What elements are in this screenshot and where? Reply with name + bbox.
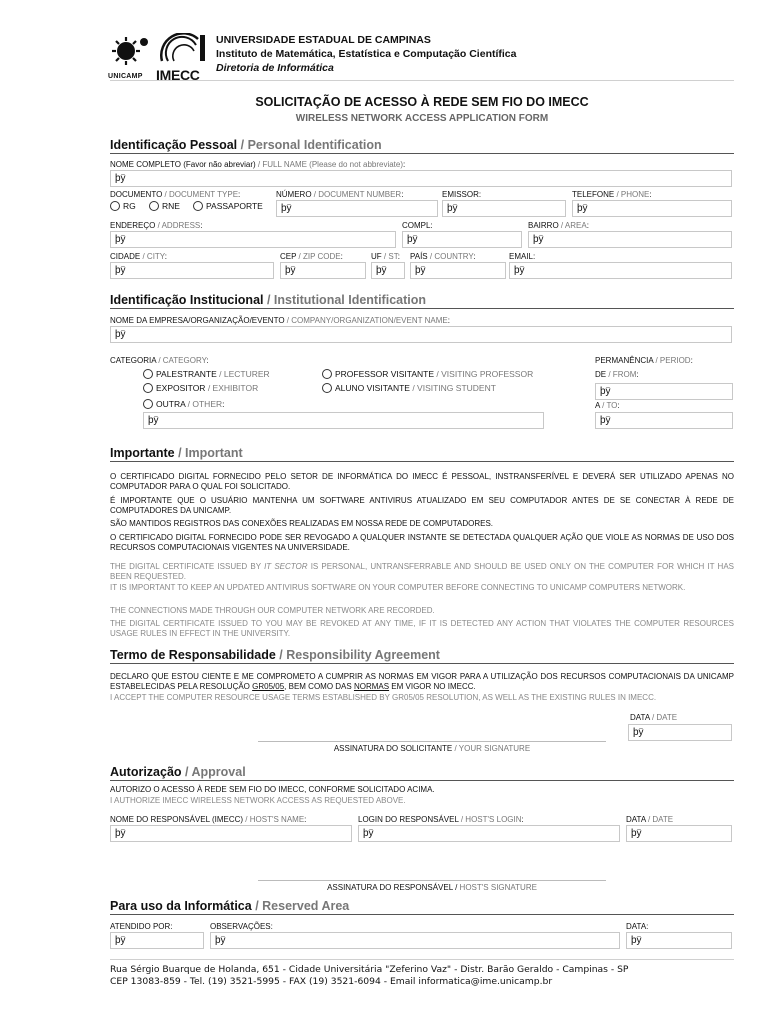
radio-icon[interactable] <box>322 383 332 393</box>
form-title: SOLICITAÇÃO DE ACESSO À REDE SEM FIO DO IMECC <box>255 95 589 109</box>
department-name: Diretoria de Informática <box>216 62 334 74</box>
doctype-label-en: / DOCUMENT TYPE <box>164 190 239 199</box>
reserved-date-field[interactable]: þÿ <box>626 932 732 949</box>
important-pt-2: É IMPORTANTE QUE O USUÁRIO MANTENHA UM SOFTWARE ANTIVIRUS ATUALIZADO EM SEU COMPUTADOR ANTES DE SE CONECTAR À REDE DE COMPUTADORES DA UNICAMP. <box>110 496 734 515</box>
section-reserved-title-en: / Reserved Area <box>255 899 350 913</box>
host-login-field[interactable]: þÿ <box>358 825 620 842</box>
important-en-2: IT IS IMPORTANT TO KEEP AN UPDATED ANTIVIRUS SOFTWARE ON YOUR COMPUTER BEFORE CONNECTING TO UNICAMP COMPUTERS NETWORK. <box>110 583 686 592</box>
from-label-en: / FROM <box>608 370 637 379</box>
section-personal-title-en: / Personal Identification <box>240 138 382 152</box>
fullname-label-pt: NOME COMPLETO (Favor não abreviar) <box>110 160 256 169</box>
host-login-label-en: / HOST'S LOGIN <box>460 815 522 824</box>
radio-icon[interactable] <box>110 201 120 211</box>
category-option-other[interactable]: OUTRA / OTHER: <box>143 399 225 409</box>
radio-icon[interactable] <box>143 399 153 409</box>
category-option-visiting-student-pt: ALUNO VISITANTE <box>335 383 410 393</box>
phone-field[interactable]: þÿ <box>572 200 732 217</box>
to-date-field[interactable]: þÿ <box>595 412 733 429</box>
phone-label: TELEFONE / PHONE: <box>572 190 652 199</box>
address-label: ENDEREÇO / ADDRESS: <box>110 221 203 230</box>
category-option-lecturer-pt: PALESTRANTE <box>156 369 217 379</box>
org-label-en: / COMPANY/ORGANIZATION/EVENT NAME <box>286 316 448 325</box>
section-approval-title-en: / Approval <box>185 765 246 779</box>
city-label-pt: CIDADE <box>110 252 141 261</box>
imecc-logo-text: IMECC <box>156 67 200 83</box>
category-option-visiting-student-en: / VISITING STUDENT <box>412 383 496 393</box>
org-field[interactable]: þÿ <box>110 326 732 343</box>
zip-field[interactable]: þÿ <box>280 262 366 279</box>
category-option-lecturer-en: / LECTURER <box>219 369 270 379</box>
period-label-pt: PERMANÊNCIA <box>595 356 654 365</box>
category-option-visiting-student[interactable] <box>322 383 496 393</box>
radio-icon[interactable] <box>143 369 153 379</box>
unicamp-logo <box>108 34 152 78</box>
resolution-link[interactable]: GR05/05 <box>252 682 285 691</box>
section-approval <box>110 765 734 781</box>
section-approval-title: Autorização <box>110 765 182 779</box>
doctype-label-pt: DOCUMENTO <box>110 190 163 199</box>
section-institutional-title-en: / Institutional Identification <box>266 293 427 307</box>
responsibility-pt-a: DECLARO QUE ESTOU CIENTE E ME COMPROMETO A CUMPRIR AS NORMAS EM VIGOR PARA A UTILIZAÇÃO DOS RECURSOS COMPUTACIONAIS DA UNICAMP ESTABELECIDAS PELA RESOLUÇÃO <box>110 672 734 691</box>
host-name-field[interactable]: þÿ <box>110 825 352 842</box>
header-divider <box>110 80 734 81</box>
important-en-1-a: THE DIGITAL CERTIFICATE ISSUED BY <box>110 562 265 571</box>
responsibility-date-label-pt: DATA <box>630 713 650 722</box>
category-option-visiting-professor-pt: PROFESSOR VISITANTE <box>335 369 435 379</box>
doctype-label: DOCUMENTO / DOCUMENT TYPE: <box>110 190 241 199</box>
address-field[interactable]: þÿ <box>110 231 396 248</box>
section-personal-title: Identificação Pessoal <box>110 138 238 152</box>
doctype-option-rne[interactable] <box>149 201 180 211</box>
fullname-label-en: / FULL NAME (Please do not abbreviate) <box>257 160 404 169</box>
category-option-exhibitor[interactable] <box>143 383 258 393</box>
fullname-label: NOME COMPLETO (Favor não abreviar) / FULL NAME (Please do not abbreviate): <box>110 160 406 169</box>
host-name-label: NOME DO RESPONSÁVEL (IMECC) / HOST'S NAME: <box>110 815 307 824</box>
important-en-1-italic: IT SECTOR <box>264 562 308 571</box>
important-en-1-c: IS PERSONAL, UNTRANSFERRABLE AND SHOULD BE USED ONLY ON THE COMPUTER FOR WHICH IT HAS BEEN REQUESTED. <box>110 562 734 581</box>
from-label-pt: DE <box>595 370 607 379</box>
host-signature-label <box>258 883 606 892</box>
responsibility-en: I ACCEPT THE COMPUTER RESOURCE USAGE TERMS ESTABLISHED BY GR05/05 RESOLUTION, AS WELL AS THE EXISTING RULES IN IMECC. <box>110 693 657 702</box>
zip-label: CEP / ZIP CODE: <box>280 252 343 261</box>
address-label-en: / ADDRESS <box>157 221 201 230</box>
applicant-signature-label-en: / YOUR SIGNATURE <box>454 744 531 753</box>
approval-date-label-pt: DATA <box>626 815 646 824</box>
docnum-label-pt: NÚMERO <box>276 190 312 199</box>
state-label-pt: UF <box>371 252 382 261</box>
district-field[interactable]: þÿ <box>528 231 732 248</box>
category-option-other-pt: OUTRA <box>156 399 186 409</box>
imecc-logo <box>156 33 208 83</box>
host-signature-label-en: HOST'S SIGNATURE <box>457 883 537 892</box>
section-important-title: Importante <box>110 446 175 460</box>
radio-icon[interactable] <box>322 369 332 379</box>
host-login-label-pt: LOGIN DO RESPONSÁVEL <box>358 815 459 824</box>
district-label-pt: BAIRRO <box>528 221 559 230</box>
rules-link[interactable]: NORMAS <box>353 682 390 691</box>
doctype-option-rg-label: RG <box>123 201 136 211</box>
docnum-label: NÚMERO / DOCUMENT NUMBER: <box>276 190 404 199</box>
city-label-en: / CITY <box>142 252 165 261</box>
applicant-signature-line[interactable] <box>258 741 606 742</box>
org-label-pt: NOME DA EMPRESA/ORGANIZAÇÃO/EVENTO <box>110 316 285 325</box>
responsibility-pt-b: , BEM COMO DAS <box>284 682 354 691</box>
category-label-en: / CATEGORY <box>158 356 207 365</box>
district-label: BAIRRO / AREA: <box>528 221 589 230</box>
university-name: UNIVERSIDADE ESTADUAL DE CAMPINAS <box>216 34 431 46</box>
responsibility-pt-c: EM VIGOR NO IMECC. <box>389 682 476 691</box>
country-label: PAÍS / COUNTRY: <box>410 252 476 261</box>
from-label: DE / FROM: <box>595 370 639 379</box>
radio-icon[interactable] <box>149 201 159 211</box>
footer-divider <box>110 959 734 960</box>
category-label: CATEGORIA / CATEGORY: <box>110 356 209 365</box>
form-subtitle: WIRELESS NETWORK ACCESS APPLICATION FORM <box>295 113 549 124</box>
from-date-field[interactable]: þÿ <box>595 383 733 400</box>
category-option-visiting-professor-en: / VISITING PROFESSOR <box>436 369 534 379</box>
important-pt-3: SÃO MANTIDOS REGISTROS DAS CONEXÕES REALIZADAS EM NOSSA REDE DE COMPUTADORES. <box>110 519 494 528</box>
city-field[interactable]: þÿ <box>110 262 274 279</box>
imecc-emblem-icon <box>156 33 208 63</box>
institute-name: Instituto de Matemática, Estatística e Computação Científica <box>216 48 517 60</box>
issuer-label: EMISSOR: <box>442 190 482 199</box>
docnum-label-en: / DOCUMENT NUMBER <box>313 190 402 199</box>
responsibility-pt <box>110 672 734 692</box>
category-option-exhibitor-en: / EXHIBITOR <box>207 383 259 393</box>
address-label-pt: ENDEREÇO <box>110 221 156 230</box>
to-label-en: / TO <box>602 401 618 410</box>
compl-label: COMPL: <box>402 221 433 230</box>
important-pt-4: O CERTIFICADO DIGITAL FORNECIDO PODE SER REVOGADO A QUALQUER INSTANTE SE DETECTADA QUALQUER AÇÃO QUE VIOLE AS NORMAS DE USO DOS RECURSOS COMPUTACIONAIS VIGENTES NA UNIVERSIDADE. <box>110 533 734 552</box>
to-label: A / TO: <box>595 401 620 410</box>
unicamp-emblem-icon <box>108 34 152 68</box>
email-label: EMAIL: <box>509 252 536 261</box>
reserved-date-label: DATA: <box>626 922 649 931</box>
zip-label-pt: CEP <box>280 252 297 261</box>
applicant-signature-label-pt: ASSINATURA DO SOLICITANTE <box>333 744 453 753</box>
section-responsibility-title: Termo de Responsabilidade <box>110 648 276 662</box>
district-label-en: / AREA <box>560 221 587 230</box>
section-reserved-title: Para uso da Informática <box>110 899 252 913</box>
approval-date-label <box>626 815 673 824</box>
zip-label-en: / ZIP CODE <box>298 252 341 261</box>
applicant-signature-label <box>258 744 606 753</box>
important-pt-1: O CERTIFICADO DIGITAL FORNECIDO PELO SETOR DE INFORMÁTICA DO IMECC É PESSOAL, INSTRANSFERÍVEL E DEVERÁ SER UTILIZADO APENAS NO COMPUTADOR PARA O QUAL FOI SOLICITADO. <box>110 472 734 491</box>
issuer-field[interactable]: þÿ <box>442 200 566 217</box>
host-login-label: LOGIN DO RESPONSÁVEL / HOST'S LOGIN: <box>358 815 524 824</box>
email-field[interactable]: þÿ <box>509 262 732 279</box>
important-en-3: THE CONNECTIONS MADE THROUGH OUR COMPUTER NETWORK ARE RECORDED. <box>110 606 435 615</box>
phone-label-en: / PHONE <box>616 190 650 199</box>
radio-icon[interactable] <box>143 383 153 393</box>
state-label: UF / ST: <box>371 252 400 261</box>
responsibility-date-label <box>630 713 677 722</box>
notes-field[interactable]: þÿ <box>210 932 620 949</box>
footer-contact: CEP 13083-859 - Tel. (19) 3521-5995 - FAX (19) 3521-6094 - Email informatica@ime.unicamp.br <box>110 976 553 987</box>
important-en-4: THE DIGITAL CERTIFICATE ISSUED TO YOU MAY BE REVOKED AT ANY TIME, IF IT IS DETECTED ANY ACTION THAT VIOLATES THE COMPUTER RESOURCES USAGE RULES IN EFFECT IN THE UNIVERSITY. <box>110 619 734 638</box>
attended-by-field[interactable]: þÿ <box>110 932 204 949</box>
host-name-label-en: / HOST'S NAME <box>245 815 305 824</box>
category-option-visiting-professor[interactable] <box>322 369 533 379</box>
docnum-field[interactable]: þÿ <box>276 200 438 217</box>
attended-by-label: ATENDIDO POR: <box>110 922 173 931</box>
country-field[interactable]: þÿ <box>410 262 506 279</box>
city-label: CIDADE / CITY: <box>110 252 167 261</box>
responsibility-date-label-en: / DATE <box>651 713 678 722</box>
section-responsibility-title-en: / Responsibility Agreement <box>279 648 440 662</box>
category-option-other-en: / OTHER <box>187 399 223 409</box>
section-institutional-title: Identificação Institucional <box>110 293 264 307</box>
section-important <box>110 446 734 462</box>
compl-field[interactable]: þÿ <box>402 231 522 248</box>
approval-pt: AUTORIZO O ACESSO À REDE SEM FIO DO IMECC, CONFORME SOLICITADO ACIMA. <box>110 785 435 794</box>
other-category-field[interactable]: þÿ <box>143 412 544 429</box>
doctype-option-rg[interactable] <box>110 201 136 211</box>
section-reserved <box>110 899 734 915</box>
doctype-option-passport-label: PASSAPORTE <box>206 201 263 211</box>
unicamp-logo-text: UNICAMP <box>108 73 143 80</box>
country-label-en: / COUNTRY <box>429 252 474 261</box>
to-label-pt: A <box>595 401 600 410</box>
doctype-option-rne-label: RNE <box>162 201 180 211</box>
approval-en: I AUTHORIZE IMECC WIRELESS NETWORK ACCESS AS REQUESTED ABOVE. <box>110 796 406 805</box>
state-label-en: / ST <box>383 252 398 261</box>
host-signature-line[interactable] <box>258 880 606 881</box>
section-institutional <box>110 293 734 309</box>
period-label-en: / PERIOD <box>655 356 691 365</box>
approval-date-label-en: / DATE <box>647 815 674 824</box>
doctype-option-passport[interactable] <box>193 201 263 211</box>
section-important-title-en: / Important <box>178 446 243 460</box>
fullname-field[interactable]: þÿ <box>110 170 732 187</box>
country-label-pt: PAÍS <box>410 252 428 261</box>
footer-address: Rua Sérgio Buarque de Holanda, 651 - Cidade Universitária "Zeferino Vaz" - Distr. Barão Geraldo - Campinas - SP <box>110 964 629 975</box>
important-en-1 <box>110 562 734 582</box>
category-option-lecturer[interactable] <box>143 369 270 379</box>
category-label-pt: CATEGORIA <box>110 356 157 365</box>
state-field[interactable]: þÿ <box>371 262 405 279</box>
period-label: PERMANÊNCIA / PERIOD: <box>595 356 693 365</box>
section-responsibility <box>110 648 734 664</box>
category-option-exhibitor-pt: EXPOSITOR <box>156 383 206 393</box>
phone-label-pt: TELEFONE <box>572 190 615 199</box>
responsibility-date-field[interactable]: þÿ <box>628 724 732 741</box>
radio-icon[interactable] <box>193 201 203 211</box>
org-label: NOME DA EMPRESA/ORGANIZAÇÃO/EVENTO / COMPANY/ORGANIZATION/EVENT NAME: <box>110 316 450 325</box>
approval-date-field[interactable]: þÿ <box>626 825 732 842</box>
notes-label: OBSERVAÇÕES: <box>210 922 273 931</box>
host-name-label-pt: NOME DO RESPONSÁVEL (IMECC) <box>110 815 244 824</box>
section-personal <box>110 138 734 154</box>
host-signature-label-pt: ASSINATURA DO RESPONSÁVEL / <box>327 883 458 892</box>
